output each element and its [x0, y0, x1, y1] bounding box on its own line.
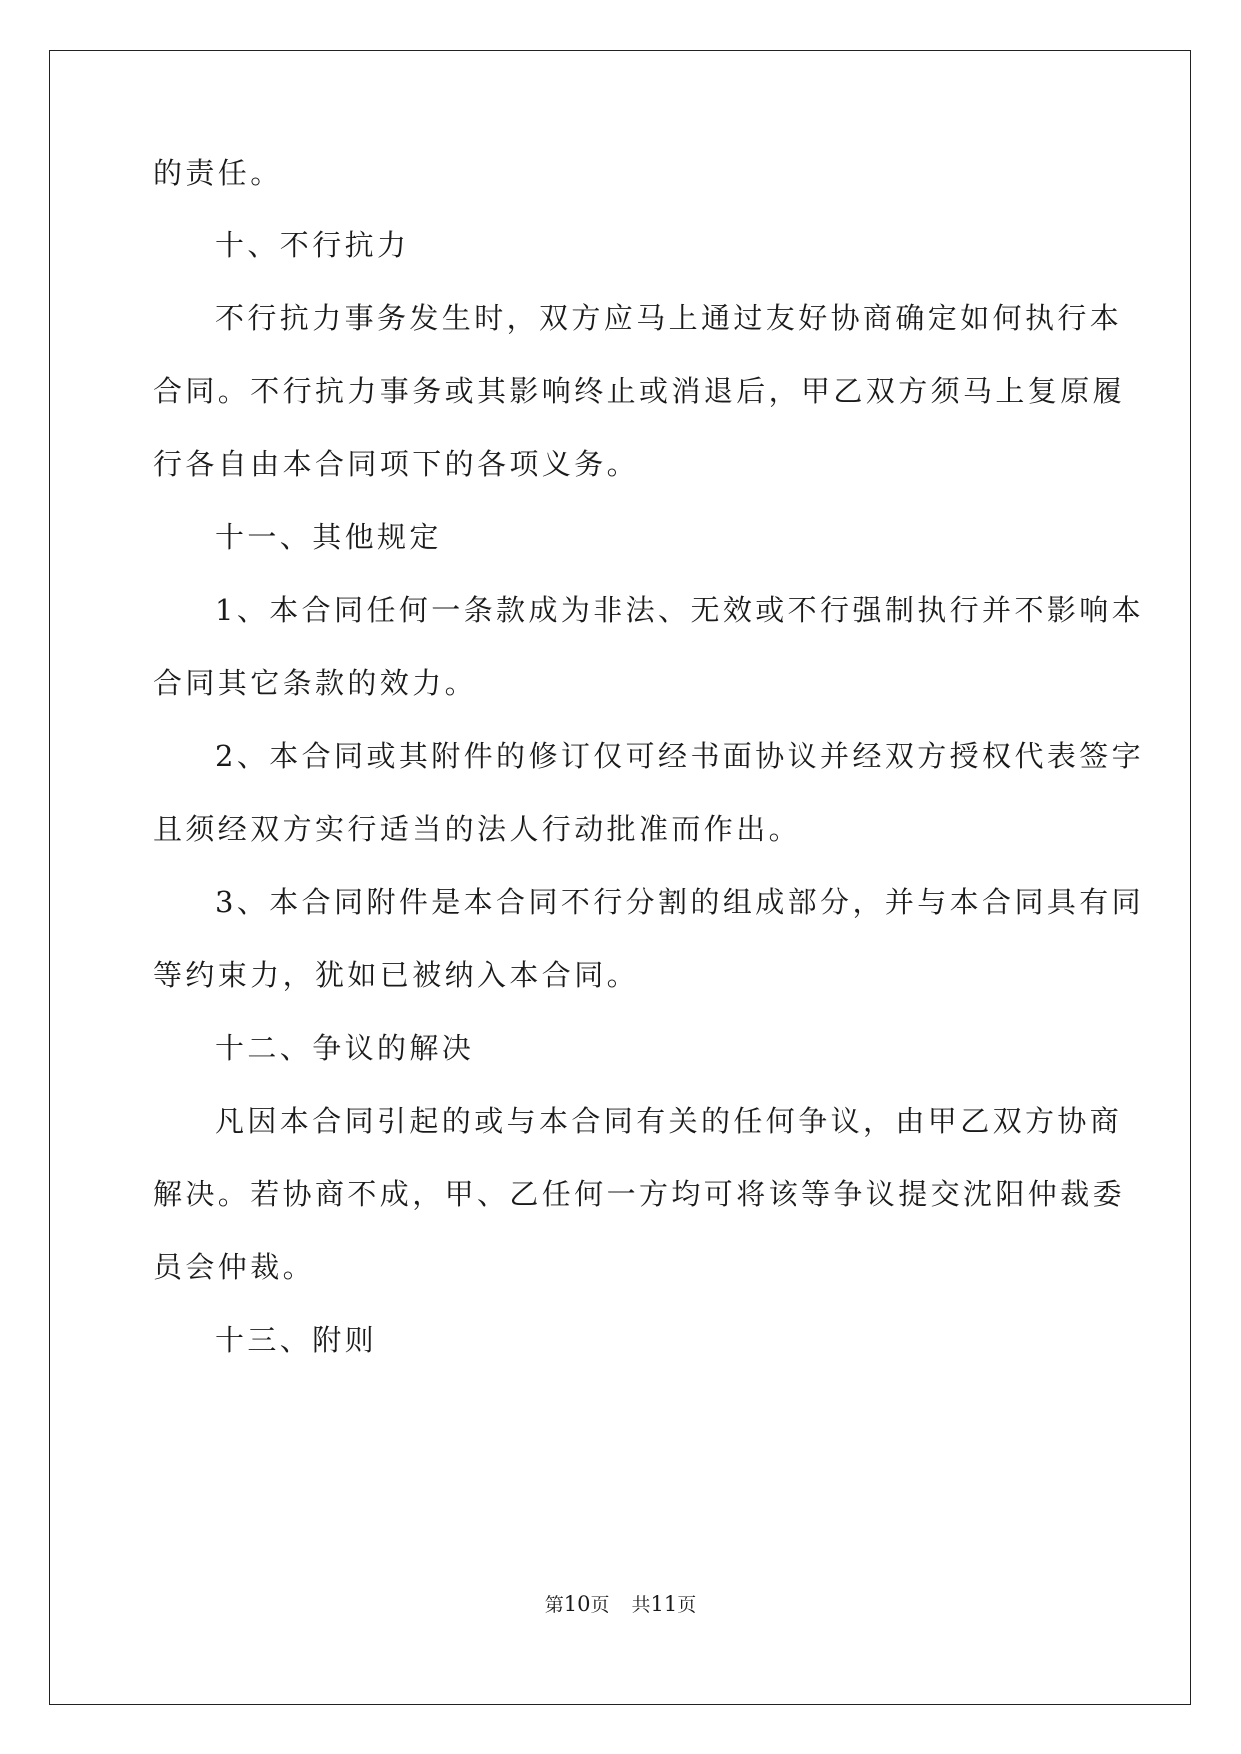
section-heading-dispute-resolution: 十二、争议的解决: [215, 1031, 475, 1065]
page-current-number: 10: [563, 1592, 591, 1616]
page-footer: [0, 1592, 1241, 1617]
paragraph-line: 行各自由本合同项下的各项义务。: [153, 447, 640, 481]
paragraph-line: 3、本合同附件是本合同不行分割的组成部分，并与本合同具有同: [215, 885, 1145, 919]
page-suffix: 页: [590, 1594, 610, 1616]
paragraph-line: 的责任。: [153, 156, 283, 190]
paragraph-line: 1、本合同任何一条款成为非法、无效或不行强制执行并不影响本: [215, 593, 1145, 627]
paragraph-line: 合同。不行抗力事务或其影响终止或消退后，甲乙双方须马上复原履: [153, 374, 1126, 408]
total-prefix: 共: [631, 1594, 651, 1616]
section-heading-supplementary: 十三、附则: [215, 1323, 378, 1357]
paragraph-line: 解决。若协商不成，甲、乙任何一方均可将该等争议提交沈阳仲裁委: [153, 1177, 1126, 1211]
total-suffix: 页: [677, 1594, 697, 1616]
page-total-number: 11: [650, 1592, 678, 1616]
paragraph-line: 且须经双方实行适当的法人行动批准而作出。: [153, 812, 802, 846]
paragraph-line: 2、本合同或其附件的修订仅可经书面协议并经双方授权代表签字: [215, 739, 1145, 773]
section-heading-force-majeure: 十、不行抗力: [215, 228, 410, 262]
paragraph-line: 凡因本合同引起的或与本合同有关的任何争议，由甲乙双方协商: [215, 1104, 1123, 1138]
section-heading-other-provisions: 十一、其他规定: [215, 520, 442, 554]
page-prefix: 第: [544, 1594, 564, 1616]
paragraph-line: 合同其它条款的效力。: [153, 666, 478, 700]
paragraph-line: 不行抗力事务发生时，双方应马上通过友好协商确定如何执行本: [215, 301, 1123, 335]
paragraph-line: 等约束力，犹如已被纳入本合同。: [153, 958, 640, 992]
paragraph-line: 员会仲裁。: [153, 1250, 316, 1284]
